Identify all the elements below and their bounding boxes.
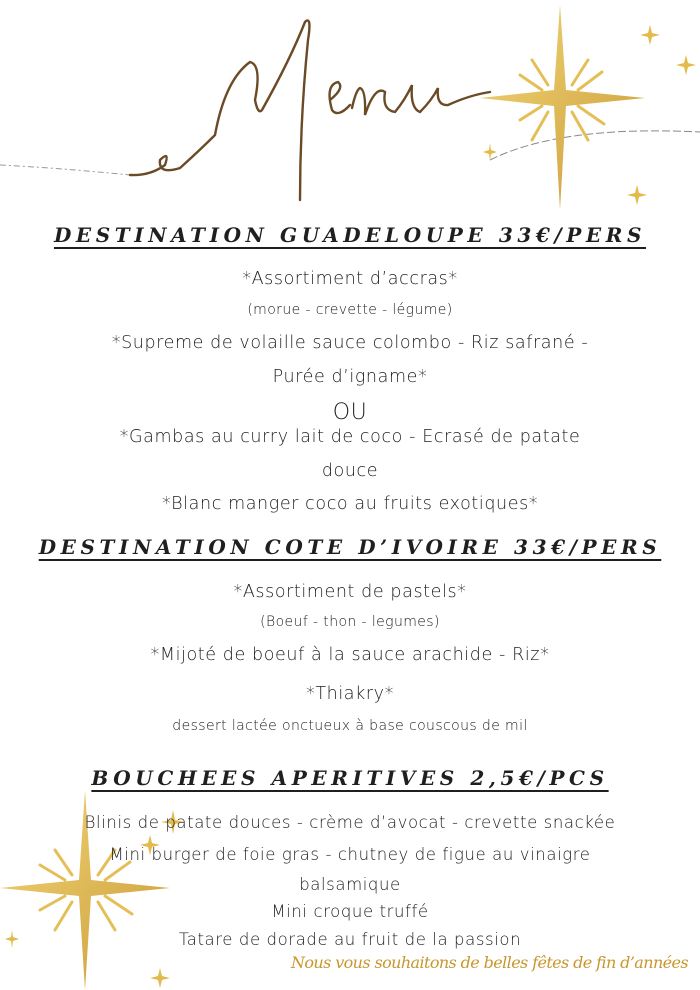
section-heading-cote-divoire: DESTINATION COTE D’IVOIRE 33€/PERS bbox=[38, 535, 662, 559]
menu-item: *Assortiment d’accras* bbox=[242, 269, 458, 289]
menu-item: Tatare de dorade au fruit de la passion bbox=[178, 930, 522, 949]
menu-item: *Gambas au curry lait de coco - Ecrasé de patate bbox=[119, 427, 581, 447]
menu-item: Blinis de patate douces - crème d’avocat - crevette snackée bbox=[84, 813, 616, 832]
menu-item: balsamique bbox=[299, 875, 401, 894]
menu-item-detail: (morue - crevette - légume) bbox=[247, 302, 453, 318]
menu-or-separator: OU bbox=[332, 400, 368, 425]
menu-item: douce bbox=[321, 461, 379, 481]
gold-star-icon bbox=[480, 0, 700, 215]
menu-item: *Assortiment de pastels* bbox=[233, 582, 467, 602]
menu-item: Mini croque truffé bbox=[271, 902, 429, 921]
menu-item: *Mijoté de boeuf à la sauce arachide - Riz* bbox=[150, 645, 550, 665]
menu-item: *Blanc manger coco au fruits exotiques* bbox=[161, 494, 539, 514]
menu-item-detail: dessert lactée onctueux à base couscous de mil bbox=[172, 718, 528, 734]
section-heading-bouchees: BOUCHEES APERITIVES 2,5€/PCS bbox=[91, 766, 609, 790]
menu-item: Purée d’igname* bbox=[272, 367, 428, 387]
menu-item: *Supreme de volaille sauce colombo - Riz safrané - bbox=[111, 333, 589, 353]
closing-wishes: Nous vous souhaitons de belles fêtes de fin d’années bbox=[290, 953, 688, 972]
section-heading-guadeloupe: DESTINATION GUADELOUPE 33€/PERS bbox=[53, 223, 647, 247]
menu-item: *Thiakry* bbox=[306, 684, 394, 704]
menu-item: Mini burger de foie gras - chutney de figue au vinaigre bbox=[109, 845, 591, 864]
menu-item-detail: (Boeuf - thon - legumes) bbox=[260, 614, 440, 630]
